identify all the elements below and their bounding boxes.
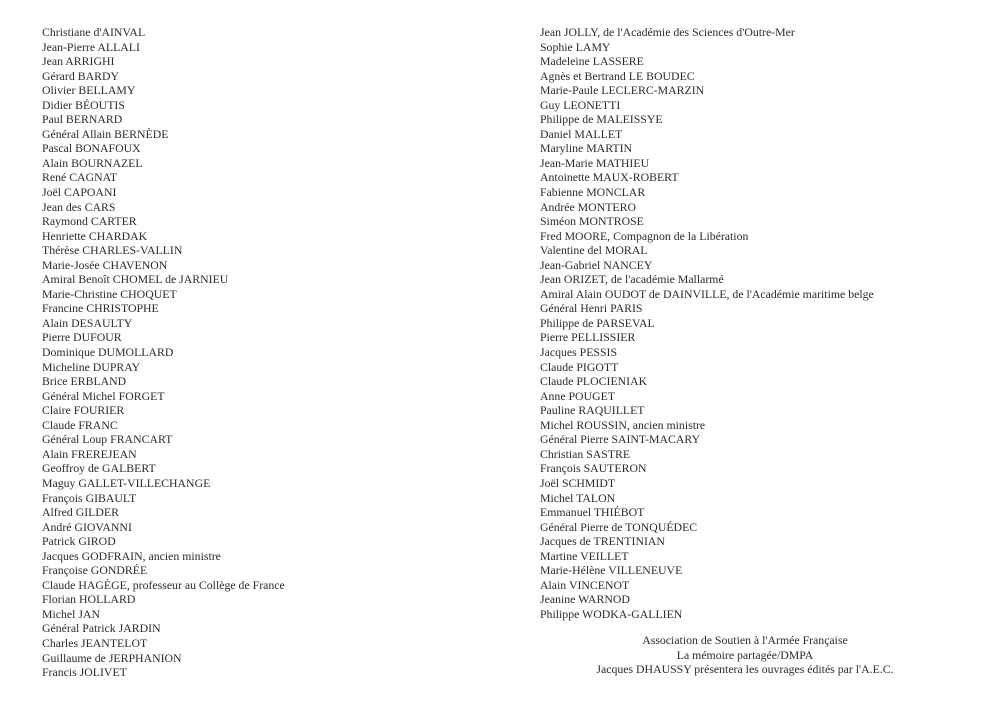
name-entry: Andrée MONTERO bbox=[540, 199, 636, 214]
footer-association: Association de Soutien à l'Armée Française bbox=[642, 633, 848, 647]
name-entry: Jean-Gabriel NANCEY bbox=[540, 257, 653, 272]
name-entry: Michel ROUSSIN, ancien ministre bbox=[540, 417, 706, 432]
name-entry: Claude FRANC bbox=[42, 417, 118, 432]
name-entry: Jacques de TRENTINIAN bbox=[540, 534, 665, 549]
name-entry: Agnès et Bertrand LE BOUDEC bbox=[540, 68, 695, 83]
name-entry: Jean JOLLY, de l'Académie des Sciences d'Outre-Mer bbox=[540, 25, 795, 39]
name-entry: Jean des CARS bbox=[42, 199, 116, 214]
left-name-list bbox=[42, 25, 285, 680]
name-entry: Christian SASTRE bbox=[540, 446, 631, 461]
name-entry: Général Patrick JARDIN bbox=[42, 621, 161, 636]
name-entry: Philippe de MALEISSYE bbox=[540, 112, 663, 127]
name-entry: Brice ERBLAND bbox=[42, 374, 127, 389]
name-entry: Claude HAGÈGE, professeur au Collège de France bbox=[42, 577, 285, 592]
name-entry: Pierre PELLISSIER bbox=[540, 330, 636, 345]
name-entry: Anne POUGET bbox=[540, 388, 616, 403]
name-entry: Françoise GONDRÉE bbox=[42, 563, 148, 578]
name-entry: Alain BOURNAZEL bbox=[42, 155, 143, 170]
name-entry: Jean-Pierre ALLALI bbox=[42, 39, 140, 54]
name-entry: Madeleine LASSERE bbox=[540, 54, 644, 69]
name-entry: Marie-Christine CHOQUET bbox=[42, 286, 177, 301]
name-entry: Sophie LAMY bbox=[540, 39, 611, 54]
name-entry: Didier BÉOUTIS bbox=[42, 97, 125, 112]
name-entry: Jean ARRIGHI bbox=[42, 54, 115, 69]
name-entry: Dominique DUMOLLARD bbox=[42, 345, 174, 360]
name-entry: Henriette CHARDAK bbox=[42, 228, 148, 243]
name-entry: Alfred GILDER bbox=[42, 505, 119, 520]
name-entry: Fabienne MONCLAR bbox=[540, 185, 646, 200]
name-entry: Michel TALON bbox=[540, 490, 616, 505]
name-entry: François GIBAULT bbox=[42, 490, 137, 505]
name-entry: Pascal BONAFOUX bbox=[42, 141, 141, 156]
name-entry: Général Allain BERNÈDE bbox=[42, 126, 169, 141]
name-entry: Valentine del MORAL bbox=[540, 243, 648, 258]
name-entry: Siméon MONTROSE bbox=[540, 214, 644, 229]
name-entry: Emmanuel THIÉBOT bbox=[540, 505, 645, 520]
name-entry: Gérard BARDY bbox=[42, 68, 119, 83]
name-entry: Francine CHRISTOPHE bbox=[42, 301, 159, 316]
name-entry: Maguy GALLET-VILLECHANGE bbox=[42, 475, 211, 490]
name-entry: Patrick GIROD bbox=[42, 534, 116, 549]
name-entry: Jeanine WARNOD bbox=[540, 592, 630, 607]
name-entry: Marie-Hélène VILLENEUVE bbox=[540, 563, 683, 578]
name-entry: Joël CAPOANI bbox=[42, 185, 117, 200]
name-entry: Amiral Benoît CHOMEL de JARNIEU bbox=[42, 272, 229, 287]
name-entry: Geoffroy de GALBERT bbox=[42, 461, 156, 476]
right-name-list bbox=[540, 25, 874, 621]
name-entry: Marie-Josée CHAVENON bbox=[42, 257, 168, 272]
name-entry: Joël SCHMIDT bbox=[540, 475, 616, 490]
name-entry: Alain DESAULTY bbox=[42, 315, 133, 330]
name-entry: Michel JAN bbox=[42, 606, 100, 621]
name-entry: Fred MOORE, Compagnon de la Libération bbox=[540, 228, 749, 243]
name-entry: Claude PIGOTT bbox=[540, 359, 619, 374]
name-entry: Maryline MARTIN bbox=[540, 141, 633, 156]
name-entry: Philippe WODKA-GALLIEN bbox=[540, 606, 683, 621]
name-entry: Jean ORIZET, de l'académie Mallarmé bbox=[540, 272, 724, 287]
name-entry: Guy LEONETTI bbox=[540, 97, 621, 112]
name-entry: Pierre DUFOUR bbox=[42, 330, 122, 345]
name-entry: Général Pierre SAINT-MACARY bbox=[540, 432, 701, 447]
name-entry: Florian HOLLARD bbox=[42, 592, 136, 607]
name-entry: René CAGNAT bbox=[42, 170, 118, 185]
name-entry: Daniel MALLET bbox=[540, 126, 623, 141]
name-entry: Général Michel FORGET bbox=[42, 388, 165, 403]
name-entry: Général Loup FRANCART bbox=[42, 432, 173, 447]
name-entry: Guillaume de JERPHANION bbox=[42, 650, 182, 665]
name-entry: Alain FREREJEAN bbox=[42, 446, 137, 461]
name-entry: Antoinette MAUX-ROBERT bbox=[540, 170, 679, 185]
name-entry: Jacques PESSIS bbox=[540, 345, 618, 360]
name-entry: Pauline RAQUILLET bbox=[540, 403, 645, 418]
name-entry: Martine VEILLET bbox=[540, 548, 629, 563]
name-entry: Olivier BELLAMY bbox=[42, 83, 136, 98]
name-entry: André GIOVANNI bbox=[42, 519, 132, 534]
footer-dhaussy: Jacques DHAUSSY présentera les ouvrages édités par l'A.E.C. bbox=[596, 662, 894, 676]
name-entry: Amiral Alain OUDOT de DAINVILLE, de l'Académie maritime belge bbox=[540, 286, 874, 301]
name-entry: Raymond CARTER bbox=[42, 214, 137, 229]
name-entry: Francis JOLIVET bbox=[42, 665, 127, 680]
name-entry: Micheline DUPRAY bbox=[42, 359, 141, 374]
name-entry: Jean-Marie MATHIEU bbox=[540, 155, 650, 170]
name-entry: Jacques GODFRAIN, ancien ministre bbox=[42, 548, 221, 563]
name-entry: Paul BERNARD bbox=[42, 112, 123, 127]
footer-memoire: La mémoire partagée/DMPA bbox=[676, 647, 814, 662]
name-entry: Claire FOURIER bbox=[42, 403, 125, 418]
name-entry: Claude PLOCIENIAK bbox=[540, 374, 648, 389]
name-entry: Général Henri PARIS bbox=[540, 301, 643, 316]
footer-credits bbox=[540, 633, 950, 677]
name-entry: Charles JEANTELOT bbox=[42, 635, 148, 650]
name-entry: Philippe de PARSEVAL bbox=[540, 315, 655, 330]
name-entry: Christiane d'AINVAL bbox=[42, 25, 146, 39]
name-entry: Marie-Paule LECLERC-MARZIN bbox=[540, 83, 705, 98]
name-entry: Thérèse CHARLES-VALLIN bbox=[42, 243, 183, 258]
name-entry: François SAUTERON bbox=[540, 461, 647, 476]
name-entry: Général Pierre de TONQUÉDEC bbox=[540, 519, 698, 534]
name-entry: Alain VINCENOT bbox=[540, 577, 630, 592]
